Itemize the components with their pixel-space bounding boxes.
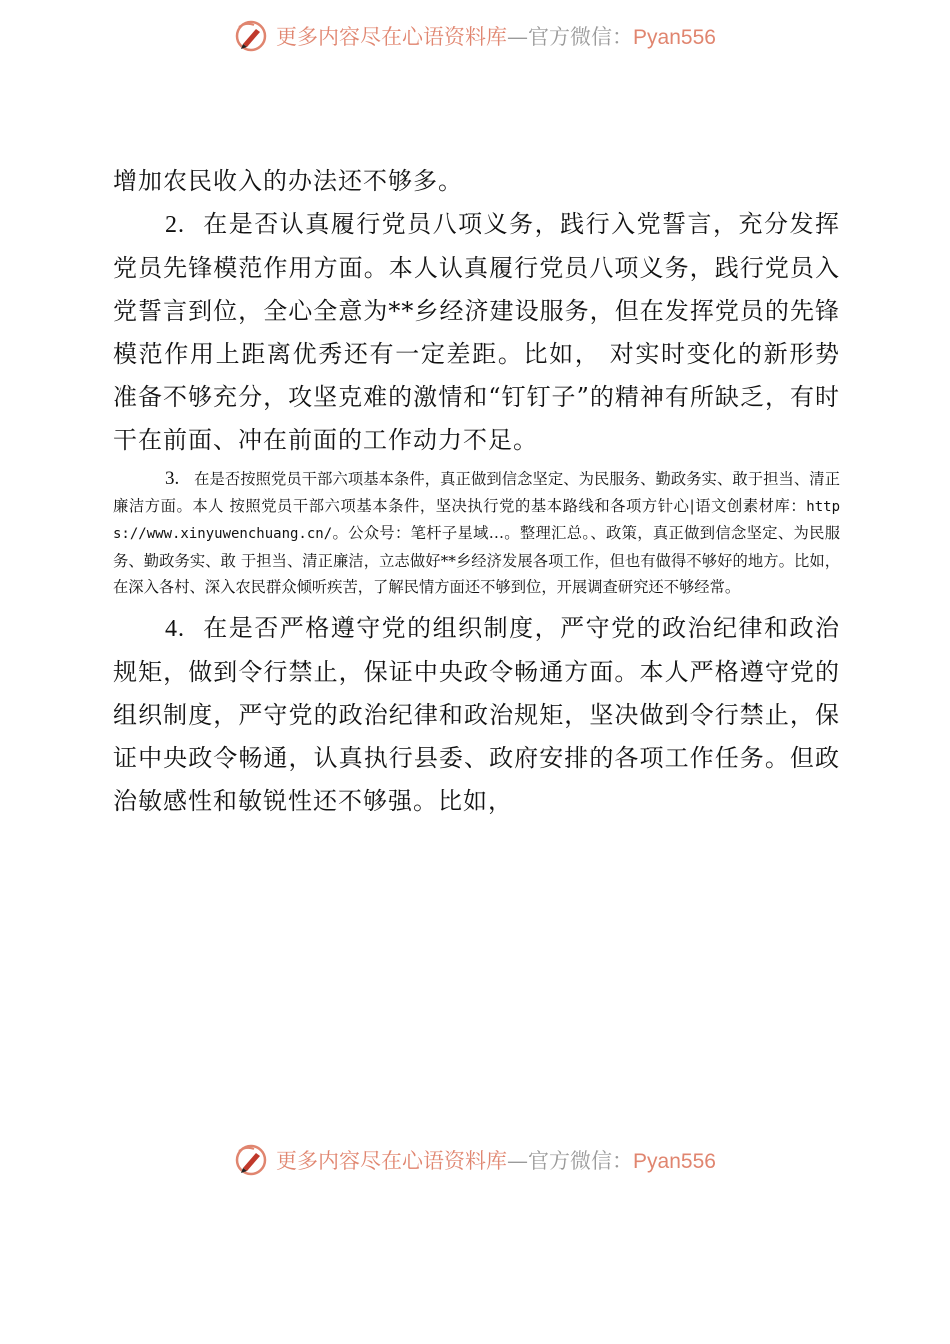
paragraph-item-2 <box>113 203 840 462</box>
item-number: 3. <box>165 468 180 489</box>
watermark-text <box>276 21 716 51</box>
paragraph-text: 在是否认真履行党员八项义务，践行入党誓言，充分发挥党员先锋模范作用方面。本人认真履行党员八项义务，践行党员入党誓言到位，全心全意为**乡经济建设服务，但在发挥党员的先锋模范作用上距离优秀还有一定差距。比如， 对实时变化的新形势准备不够充分，攻坚克难的激情和“钉钉子”的精神有所缺乏，有时干在前面、冲在前面的工作动力不足。 <box>113 210 841 454</box>
watermark-wechat-label: 官方微信： <box>528 25 634 49</box>
watermark-site-name: 更多内容尽在心语资料库 <box>276 1149 508 1173</box>
document-body <box>113 160 840 823</box>
watermark-separator: — <box>507 25 529 49</box>
watermark-group <box>234 19 716 53</box>
pen-circle-logo-icon <box>234 1143 268 1177</box>
pen-circle-logo-icon <box>234 19 268 53</box>
watermark-group <box>234 1143 716 1177</box>
paragraph-item-3 <box>113 466 840 601</box>
paragraph-text: 在是否严格遵守党的组织制度，严守党的政治纪律和政治规矩，做到令行禁止，保证中央政令畅通方面。本人严格遵守党的组织制度，严守党的政治纪律和政治规矩，坚决做到令行禁止，保证中央政令畅通，认真执行县委、政府安排的各项工作任务。但政治敏感性和敏锐性还不够强。比如， <box>113 613 841 815</box>
watermark-wechat-id: Pyan556 <box>633 1150 716 1173</box>
watermark-footer <box>0 1140 950 1180</box>
item-number: 2. <box>165 212 185 238</box>
paragraph-continuation: 增加农民收入的办法还不够多。 <box>113 167 463 195</box>
watermark-text <box>276 1145 716 1175</box>
paragraph-text-b: 。公众号：笔杆子星域…。整理汇总。、政策，真正做到信念坚定、为民服务、勤政务实、敢 于担当、清正廉洁，立志做好**乡经济发展各项工作，但也有做得不够好的地方。比如，在深入各村、深入农民群众倾听疾苦，了解民情方面还不够到位，开展调查研究还不够经常。 <box>113 524 840 596</box>
watermark-separator: — <box>507 1149 529 1173</box>
paragraph-text-a: 在是否按照党员干部六项基本条件，真正做到信念坚定、为民服务、勤政务实、敢于担当、清正廉洁方面。本人 按照党员干部六项基本条件，坚决执行党的基本路线和各项方针心|语文创素材库： <box>113 470 840 515</box>
watermark-wechat-id: Pyan556 <box>633 26 716 49</box>
item-number: 4. <box>165 615 185 642</box>
watermark-site-name: 更多内容尽在心语资料库 <box>276 25 508 49</box>
source-url: https://www.xinyuwenchuang.cn/ <box>113 498 840 542</box>
watermark-wechat-label: 官方微信： <box>528 1149 634 1173</box>
paragraph-item-4 <box>113 607 840 823</box>
watermark-header <box>0 16 950 56</box>
